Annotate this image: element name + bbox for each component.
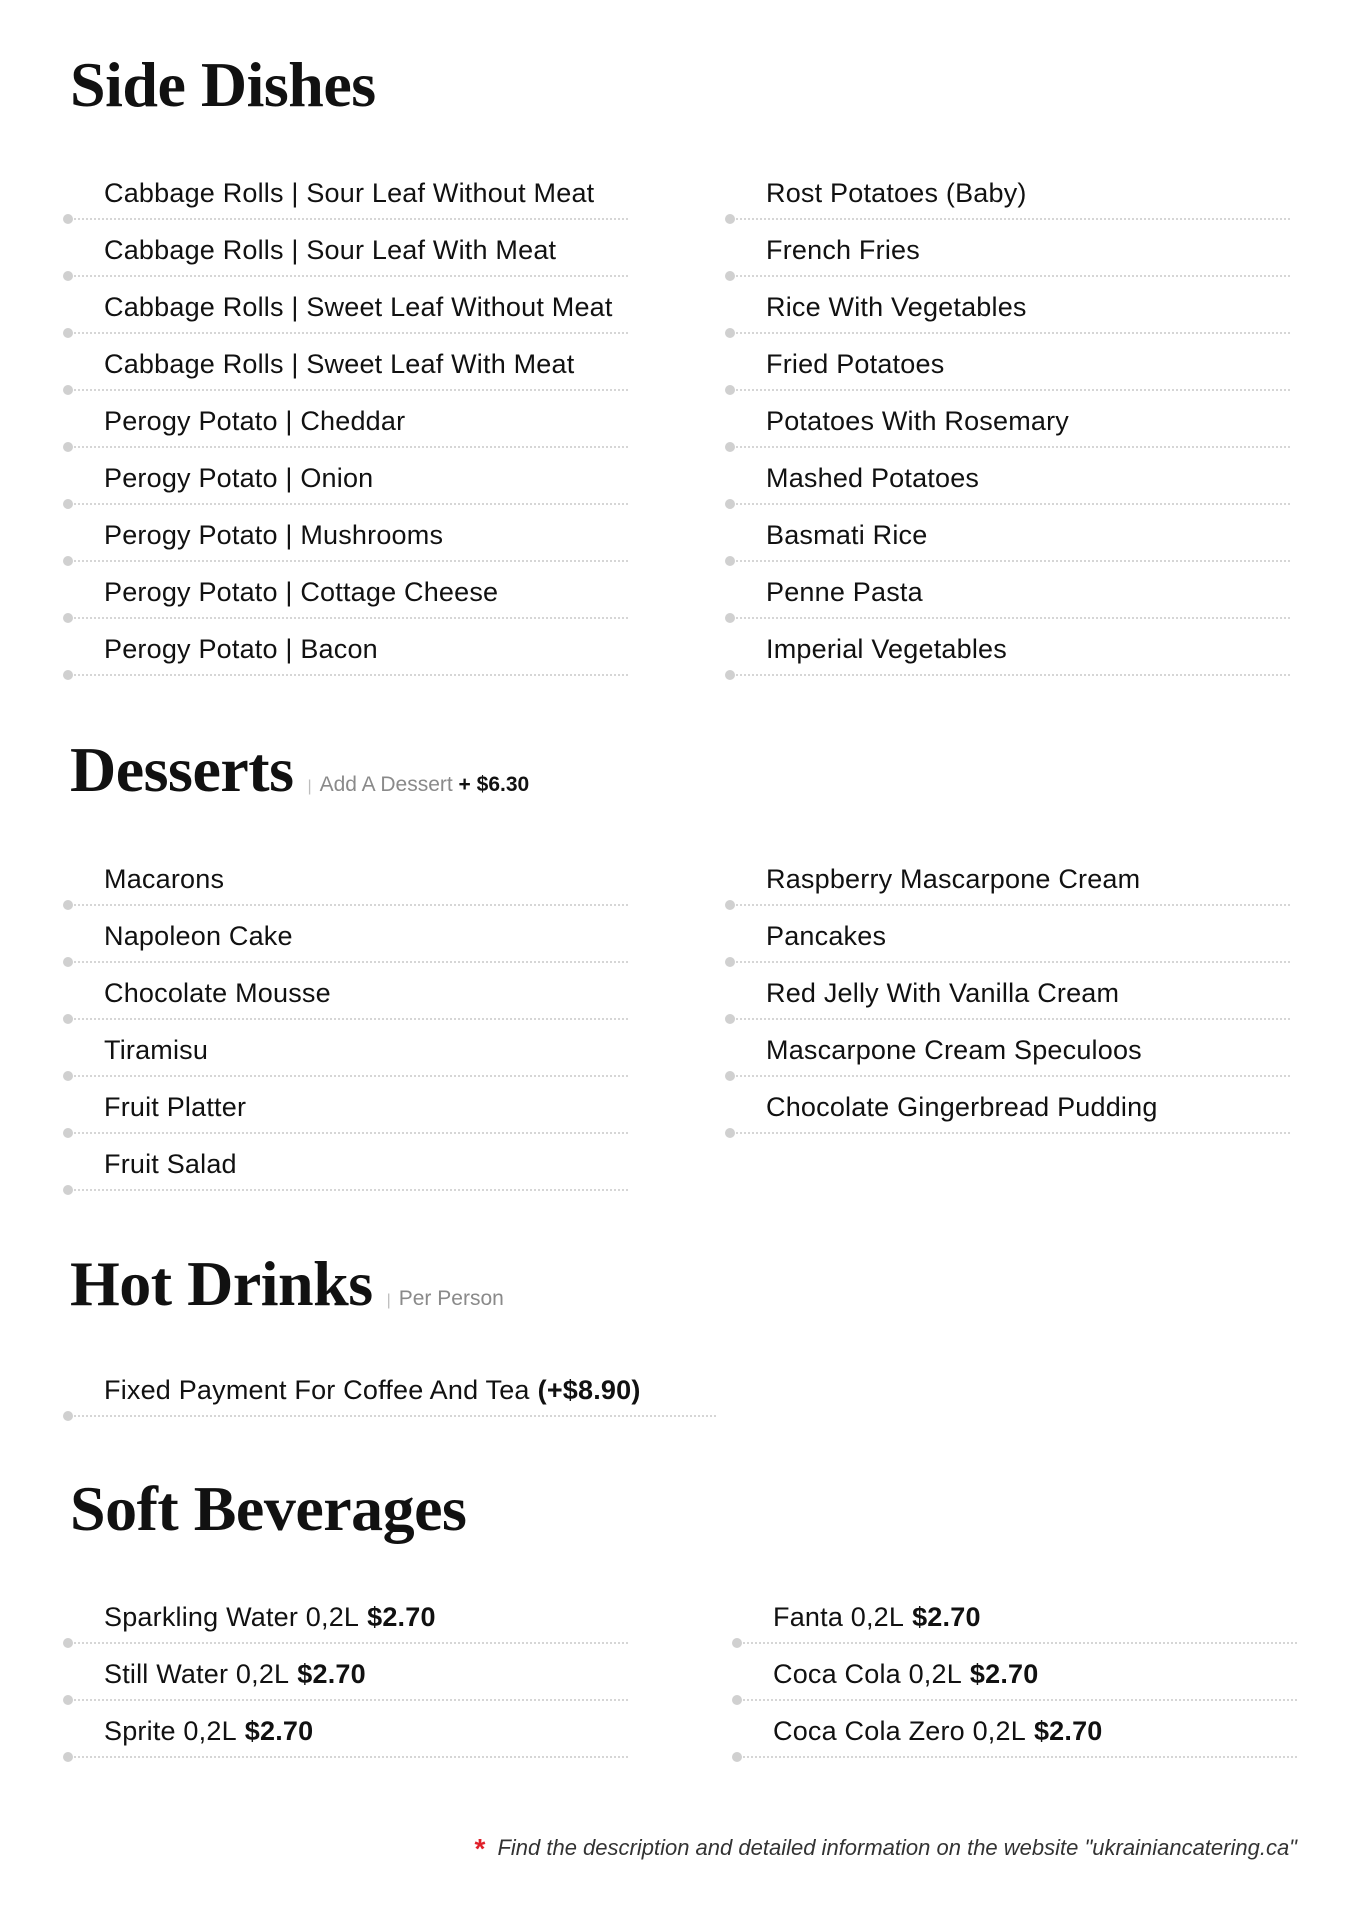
item-label: Fried Potatoes	[766, 349, 945, 379]
list-item	[66, 334, 628, 391]
item-label: Penne Pasta	[766, 577, 923, 607]
desserts-right-list	[728, 849, 1290, 1134]
item-label: Mascarpone Cream Speculoos	[766, 1035, 1142, 1065]
list-item	[728, 505, 1290, 562]
list-item	[66, 1587, 628, 1644]
list-item	[735, 1644, 1297, 1701]
item-label: Cabbage Rolls | Sour Leaf With Meat	[104, 235, 557, 265]
list-item	[728, 448, 1290, 505]
item-label: Chocolate Mousse	[104, 978, 331, 1008]
item-price: $2.70	[297, 1659, 366, 1689]
list-item	[66, 1134, 628, 1191]
note-price: + $6.30	[458, 773, 530, 796]
item-label: Fruit Platter	[104, 1092, 247, 1122]
hot-drinks-list	[66, 1360, 716, 1417]
item-label: French Fries	[766, 235, 920, 265]
item-label	[104, 1659, 366, 1690]
list-item	[66, 1360, 716, 1417]
item-text: Coca Cola Zero 0,2L	[773, 1716, 1026, 1746]
item-label: Fruit Salad	[104, 1149, 237, 1179]
item-label: Perogy Potato | Cottage Cheese	[104, 577, 499, 607]
list-item	[735, 1587, 1297, 1644]
asterisk-icon: *	[474, 1833, 486, 1864]
note-separator: |	[386, 1292, 391, 1309]
item-label: Rice With Vegetables	[766, 292, 1027, 322]
list-item	[735, 1701, 1297, 1758]
item-label: Mashed Potatoes	[766, 463, 980, 493]
list-item	[66, 1644, 628, 1701]
list-item	[66, 849, 628, 906]
list-item	[728, 906, 1290, 963]
item-label: Napoleon Cake	[104, 921, 293, 951]
list-item	[66, 1701, 628, 1758]
list-item	[66, 1077, 628, 1134]
item-label: Cabbage Rolls | Sour Leaf Without Meat	[104, 178, 595, 208]
list-item	[728, 562, 1290, 619]
item-label: Rost Potatoes (Baby)	[766, 178, 1027, 208]
item-label: Raspberry Mascarpone Cream	[766, 864, 1141, 894]
list-item	[728, 277, 1290, 334]
soft-beverages-title: Soft Beverages	[70, 1473, 467, 1544]
item-label: Cabbage Rolls | Sweet Leaf With Meat	[104, 349, 575, 379]
list-item	[66, 906, 628, 963]
note-separator: |	[307, 778, 312, 795]
item-label: Chocolate Gingerbread Pudding	[766, 1092, 1158, 1122]
hot-drinks-heading	[70, 1247, 504, 1321]
side-dishes-title: Side Dishes	[70, 49, 376, 120]
item-label	[773, 1602, 981, 1633]
list-item	[66, 505, 628, 562]
list-item	[728, 334, 1290, 391]
item-label: Perogy Potato | Cheddar	[104, 406, 406, 436]
list-item	[66, 448, 628, 505]
item-price: $2.70	[969, 1659, 1039, 1689]
soft-beverages-left-list	[66, 1587, 628, 1758]
item-text: Coca Cola 0,2L	[773, 1659, 962, 1689]
item-label: Red Jelly With Vanilla Cream	[766, 978, 1120, 1008]
list-item	[728, 391, 1290, 448]
item-text: Sprite 0,2L	[104, 1716, 237, 1746]
item-text: Still Water 0,2L	[104, 1659, 290, 1689]
list-item	[66, 220, 628, 277]
item-text: Sparkling Water 0,2L	[104, 1602, 360, 1632]
item-text: Fanta 0,2L	[773, 1602, 905, 1632]
item-label: Basmati Rice	[766, 520, 928, 550]
list-item	[728, 849, 1290, 906]
item-label: Perogy Potato | Onion	[104, 463, 374, 493]
list-item	[66, 619, 628, 676]
item-text: Fixed Payment For Coffee And Tea	[104, 1375, 530, 1405]
side-dishes-right-list	[728, 163, 1290, 676]
side-dishes-heading	[70, 48, 376, 122]
hot-drinks-note	[387, 1287, 504, 1311]
item-label: Perogy Potato | Bacon	[104, 634, 378, 664]
item-price: $2.70	[244, 1716, 314, 1746]
item-price: $2.70	[1033, 1716, 1103, 1746]
desserts-title: Desserts	[70, 734, 294, 805]
desserts-left-list	[66, 849, 628, 1191]
soft-beverages-right-list	[735, 1587, 1297, 1758]
list-item	[66, 1020, 628, 1077]
list-item	[66, 391, 628, 448]
item-price: $2.70	[912, 1602, 981, 1632]
item-label: Pancakes	[766, 921, 887, 951]
item-price: (+$8.90)	[537, 1375, 641, 1405]
list-item	[728, 963, 1290, 1020]
list-item	[728, 619, 1290, 676]
list-item	[728, 1020, 1290, 1077]
list-item	[728, 220, 1290, 277]
hot-drinks-title: Hot Drinks	[70, 1248, 373, 1319]
item-label: Imperial Vegetables	[766, 634, 1007, 664]
item-label	[104, 1716, 313, 1747]
item-label	[773, 1716, 1103, 1747]
desserts-note	[307, 773, 529, 797]
list-item	[728, 1077, 1290, 1134]
item-label	[104, 1602, 436, 1633]
list-item	[66, 963, 628, 1020]
note-text: Per Person	[398, 1287, 504, 1310]
footnote	[475, 1833, 1297, 1865]
list-item	[66, 277, 628, 334]
list-item	[66, 562, 628, 619]
note-text: Add A Dessert	[319, 773, 453, 796]
item-label: Cabbage Rolls | Sweet Leaf Without Meat	[104, 292, 613, 322]
item-label	[773, 1659, 1039, 1690]
list-item	[66, 163, 628, 220]
item-label: Tiramisu	[104, 1035, 209, 1065]
side-dishes-left-list	[66, 163, 628, 676]
item-label	[104, 1375, 641, 1406]
desserts-heading	[70, 733, 529, 807]
item-label: Perogy Potato | Mushrooms	[104, 520, 444, 550]
footnote-text: Find the description and detailed information on the website "ukrainiancatering.ca"	[497, 1835, 1297, 1860]
item-label: Potatoes With Rosemary	[766, 406, 1070, 436]
soft-beverages-heading	[70, 1472, 466, 1546]
item-price: $2.70	[367, 1602, 436, 1632]
item-label: Macarons	[104, 864, 225, 894]
list-item	[728, 163, 1290, 220]
